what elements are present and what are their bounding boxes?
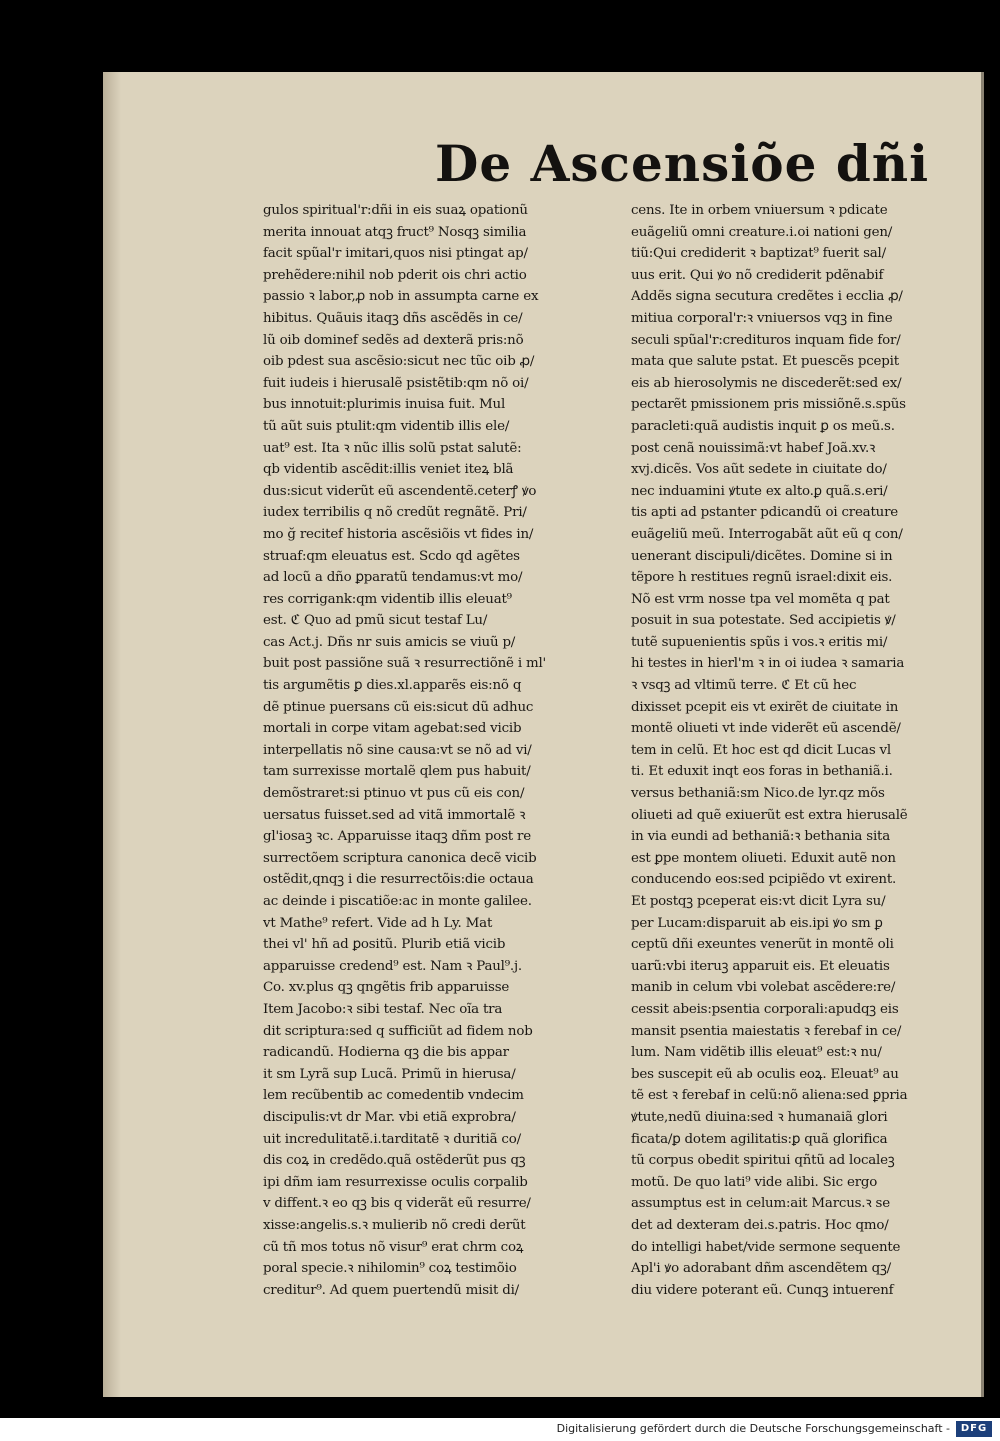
text-line: ac deinde i piscatiõe:ac in monte galilee. — [263, 894, 532, 909]
digitization-footer — [0, 1418, 1000, 1441]
text-line: paracleti:quã audistis inquit ꝑ os meũ.s. — [631, 418, 895, 434]
text-line: hi testes in hierl'm ꝛ in oi iudea ꝛ samaria — [631, 656, 905, 672]
text-line: buit post passiõne suã ꝛ resurrectiõnẽ i ml' — [263, 656, 547, 672]
text-line: bus innotuit:plurimis inuisa fuit. Mul — [263, 397, 506, 413]
funding-notice: Digitalisierung gefördert durch die Deutsche Forschungsgemeinschaft - — [556, 1422, 950, 1435]
text-line: tẽpore h restitues regnũ israel:dixit eis. — [631, 570, 893, 586]
running-header: De Ascensiõe dñi — [435, 134, 930, 193]
text-line: ti. Et eduxit inqt eos foras in bethaniã.i. — [631, 764, 893, 780]
text-line: mo ğ recitef historia ascẽsiõis vt fides in/ — [263, 526, 534, 542]
text-line: interpellatis nõ sine causa:vt se nõ ad vi/ — [263, 742, 532, 758]
text-line: ꝛ vsqꝫ ad vltimũ terre. ℭ Et cũ hec — [631, 678, 857, 694]
text-line: dẽ ptinue puersans cũ eis:sicut dũ adhuc — [263, 699, 534, 715]
text-line: tis argumẽtis ꝑ dies.xl.apparẽs eis:nõ q — [263, 678, 522, 694]
text-line: it sm Lyrã sup Lucã. Primũ in hierusa/ — [263, 1066, 516, 1082]
text-line: uat⁹ est. Ita ꝛ nũc illis solũ pstat salutẽ: — [263, 440, 522, 456]
text-line: eis ab hierosolymis ne discederẽt:sed ex/ — [631, 375, 902, 391]
text-line: euãgeliũ meũ. Interrogabãt aũt eũ q con/ — [631, 526, 903, 542]
text-line: per Lucam:disparuit ab eis.ipi ꝟo sm ꝑ — [631, 915, 883, 931]
text-line: manib in celum vbi volebat ascẽdere:re/ — [631, 980, 896, 996]
text-line: cessit abeis:psentia corporali:apudqꝫ eis — [631, 1001, 899, 1017]
text-line: montẽ oliueti vt inde viderẽt eũ ascendẽ/ — [631, 721, 901, 737]
text-line: conducendo eos:sed pcipiẽdo vt exirent. — [631, 872, 897, 888]
dfg-logo-icon: DFG — [956, 1421, 992, 1437]
text-line: ficata/ꝑ dotem agilitatis:ꝑ quã glorifica — [631, 1131, 888, 1147]
text-line: mortali in corpe vitam agebat:sed vicib — [263, 721, 522, 737]
text-line: xisse:angelis.s.ꝛ mulierib nõ credi derũt — [263, 1217, 526, 1233]
text-line: assumptus est in celum:ait Marcus.ꝛ se — [631, 1196, 890, 1212]
text-line: uersatus fuisset.sed ad vitã immortalẽ ꝛ — [263, 807, 526, 823]
text-line: diu videre poterant eũ. Cunqꝫ intuerenf — [631, 1282, 894, 1298]
text-line: Co. xv.plus qꝫ qngẽtis frib apparuisse — [263, 980, 510, 996]
text-line: cũ tñ mos totus nõ visur⁹ erat chrm coꝝ — [263, 1239, 524, 1255]
text-line: Apl'i ꝟo adorabant dñm ascendẽtem qꝫ/ — [631, 1261, 891, 1277]
text-line: cens. Ite in orbem vniuersum ꝛ pdicate — [631, 203, 888, 218]
text-line: det ad dexteram dei.s.patris. Hoc qmo/ — [631, 1217, 889, 1233]
text-line: poral specie.ꝛ nihilomin⁹ coꝝ testimõio — [263, 1261, 517, 1277]
text-line: tam surrexisse mortalẽ qlem pus habuit/ — [263, 764, 531, 780]
text-line: versus bethaniã:sm Nico.de lyr.qz mõs — [631, 786, 885, 802]
text-line: pectarẽt pmissionem pris missiõnẽ.s.spũs — [631, 397, 906, 413]
text-line: oliueti ad quẽ exiuerũt est extra hierusalẽ — [631, 807, 908, 823]
text-line: demõstraret:si ptinuo vt pus cũ eis con/ — [263, 786, 525, 802]
text-line: gl'iosaꝫ ꝛc. Apparuisse itaqꝫ dñm post re — [263, 829, 531, 845]
text-line: post cenã nouissimã:vt habef Joã.xv.ꝛ — [631, 440, 876, 456]
text-line: ad locũ a dño ꝑparatũ tendamus:vt mo/ — [263, 570, 523, 586]
text-line: dus:sicut viderũt eũ ascendentẽ.ceterꝭ ꝟo — [263, 483, 537, 499]
text-line: nec induamini ꝟtute ex alto.ꝑ quã.s.eri/ — [631, 483, 888, 499]
text-line: uarũ:vbi iteruꝫ apparuit eis. Et eleuatis — [631, 958, 890, 974]
text-line: oib pdest sua ascẽsio:sicut nec tũc oib ꝓ/ — [263, 354, 535, 370]
text-line: ceptũ dñi exeuntes venerũt in montẽ oli — [631, 937, 894, 953]
text-line: creditur⁹. Ad quem puertendũ misit di/ — [263, 1282, 519, 1298]
text-line: mansit psentia maiestatis ꝛ ferebaf in ce/ — [631, 1023, 902, 1039]
book-page — [103, 72, 984, 1397]
text-line: qb videntib ascẽdit:illis veniet iteꝝ blã — [263, 462, 514, 478]
right-text-column — [631, 200, 971, 1298]
text-line: do intelligi habet/vide sermone sequente — [631, 1239, 901, 1255]
text-line: vt Mathe⁹ refert. Vide ad h Ly. Mat — [263, 915, 493, 931]
text-line: tẽ est ꝛ ferebaf in celũ:nõ aliena:sed ꝑpria — [631, 1088, 908, 1104]
text-line: gulos spiritual'r:dñi in eis suaꝝ opationũ — [263, 203, 528, 218]
text-line: facit spũal'r imitari,quos nisi ptingat ap/ — [263, 246, 528, 262]
text-line: mata que salute pstat. Et puescẽs pcepit — [631, 354, 899, 370]
text-line: euãgeliũ omni creature.i.oi nationi gen/ — [631, 224, 893, 240]
text-line: cas Act.j. Dñs nr suis amicis se viuũ p/ — [263, 634, 516, 650]
text-line: lũ oib dominef sedẽs ad dexterã pris:nõ — [263, 332, 524, 348]
text-line: uus erit. Qui ꝟo nõ crediderit pdẽnabif — [631, 267, 884, 283]
text-line: lem recũbentib ac comedentib vndecim — [263, 1088, 524, 1104]
text-line: xvj.dicẽs. Vos aũt sedete in ciuitate do/ — [631, 462, 887, 478]
text-line: lum. Nam vidẽtib illis eleuat⁹ est:ꝛ nu/ — [631, 1045, 882, 1061]
text-line: Addẽs signa secutura credẽtes i ecclia ꝓ/ — [631, 289, 903, 305]
text-line: hibitus. Quãuis itaqꝫ dñs ascẽdẽs in ce/ — [263, 310, 523, 326]
text-line: Et postqꝫ pceperat eis:vt dicit Lyra su/ — [631, 894, 886, 909]
text-line: struaf:qm eleuatus est. Scdo qd agẽtes — [263, 548, 520, 564]
text-line: tũ corpus obedit spiritui qñtũ ad localeꝫ — [631, 1153, 895, 1169]
text-line: passio ꝛ labor,ꝓ nob in assumpta carne ex — [263, 289, 539, 305]
text-line: thei vl' hñ ad ꝑositũ. Plurib etiã vicib — [263, 937, 506, 953]
text-line: motũ. De quo lati⁹ vide alibi. Sic ergo — [631, 1174, 878, 1190]
text-line: est. ℭ Quo ad pmũ sicut testaf Lu/ — [263, 613, 488, 629]
text-line: tũ aũt suis ptulit:qm videntib illis ele/ — [263, 418, 510, 434]
text-line: Nõ est vrm nosse tpa vel momẽta q pat — [631, 591, 890, 607]
text-line: dis coꝝ in credẽdo.quã ostẽderũt pus qꝫ — [263, 1153, 526, 1169]
text-line: tutẽ supuenientis spũs i vos.ꝛ eritis mi/ — [631, 634, 888, 650]
text-line: discipulis:vt dr Mar. vbi etiã exprobra/ — [263, 1109, 516, 1125]
text-line: Item Jacobo:ꝛ sibi testaf. Nec oĩa tra — [263, 1001, 503, 1017]
text-line: ostẽdit,qnqꝫ i die resurrectõis:die octaua — [263, 872, 534, 888]
text-line: res corrigank:qm videntib illis eleuat⁹ — [263, 591, 512, 607]
text-line: dixisset pcepit eis vt exirẽt de ciuitate in — [631, 699, 899, 715]
text-line: in via eundi ad bethaniã:ꝛ bethania sita — [631, 829, 890, 845]
text-line: radicandũ. Hodierna qꝫ die bis appar — [263, 1045, 509, 1061]
text-line: posuit in sua potestate. Sed accipietis ꝟ/ — [631, 613, 896, 629]
text-line: prehẽdere:nihil nob pderit ois chri actio — [263, 267, 527, 283]
text-line: est ꝑpe montem oliueti. Eduxit autẽ non — [631, 850, 896, 866]
text-line: ꝟtute,nedũ diuina:sed ꝛ humanaiã glori — [631, 1109, 888, 1125]
text-line: mitiua corporal'r:ꝛ vniuersos vqꝫ in fine — [631, 310, 893, 326]
text-line: merita innouat atqꝫ fruct⁹ Nosqꝫ similia — [263, 224, 527, 240]
text-line: tis apti ad pstanter pdicandũ oi creature — [631, 505, 899, 521]
text-line: uit incredulitatẽ.i.tarditatẽ ꝛ duritiã co/ — [263, 1131, 521, 1147]
text-line: uenerant discipuli/dicẽtes. Domine si in — [631, 548, 893, 564]
text-line: tem in celũ. Et hoc est qd dicit Lucas vl — [631, 742, 892, 758]
text-line: seculi spũal'r:credituros inquam fide for/ — [631, 332, 901, 348]
text-line: tiũ:Qui crediderit ꝛ baptizat⁹ fuerit sal/ — [631, 246, 886, 262]
text-line: iudex terribilis q nõ credũt regnãtẽ. Pri/ — [263, 505, 527, 521]
text-line: v diffent.ꝛ eo qꝫ bis q viderãt eũ resurre/ — [263, 1196, 531, 1212]
left-text-column — [263, 200, 621, 1298]
text-line: apparuisse credend⁹ est. Nam ꝛ Paul⁹.j. — [263, 958, 522, 974]
text-line: surrectõem scriptura canonica decẽ vicib — [263, 850, 537, 866]
text-line: fuit iudeis i hierusalẽ psistẽtib:qm nõ oi/ — [263, 375, 529, 391]
text-line: ipi dñm iam resurrexisse oculis corpalib — [263, 1174, 528, 1190]
text-line: dit scriptura:sed q sufficiũt ad fidem nob — [263, 1023, 533, 1039]
text-line: bes suscepit eũ ab oculis eoꝝ. Eleuat⁹ au — [631, 1066, 899, 1082]
